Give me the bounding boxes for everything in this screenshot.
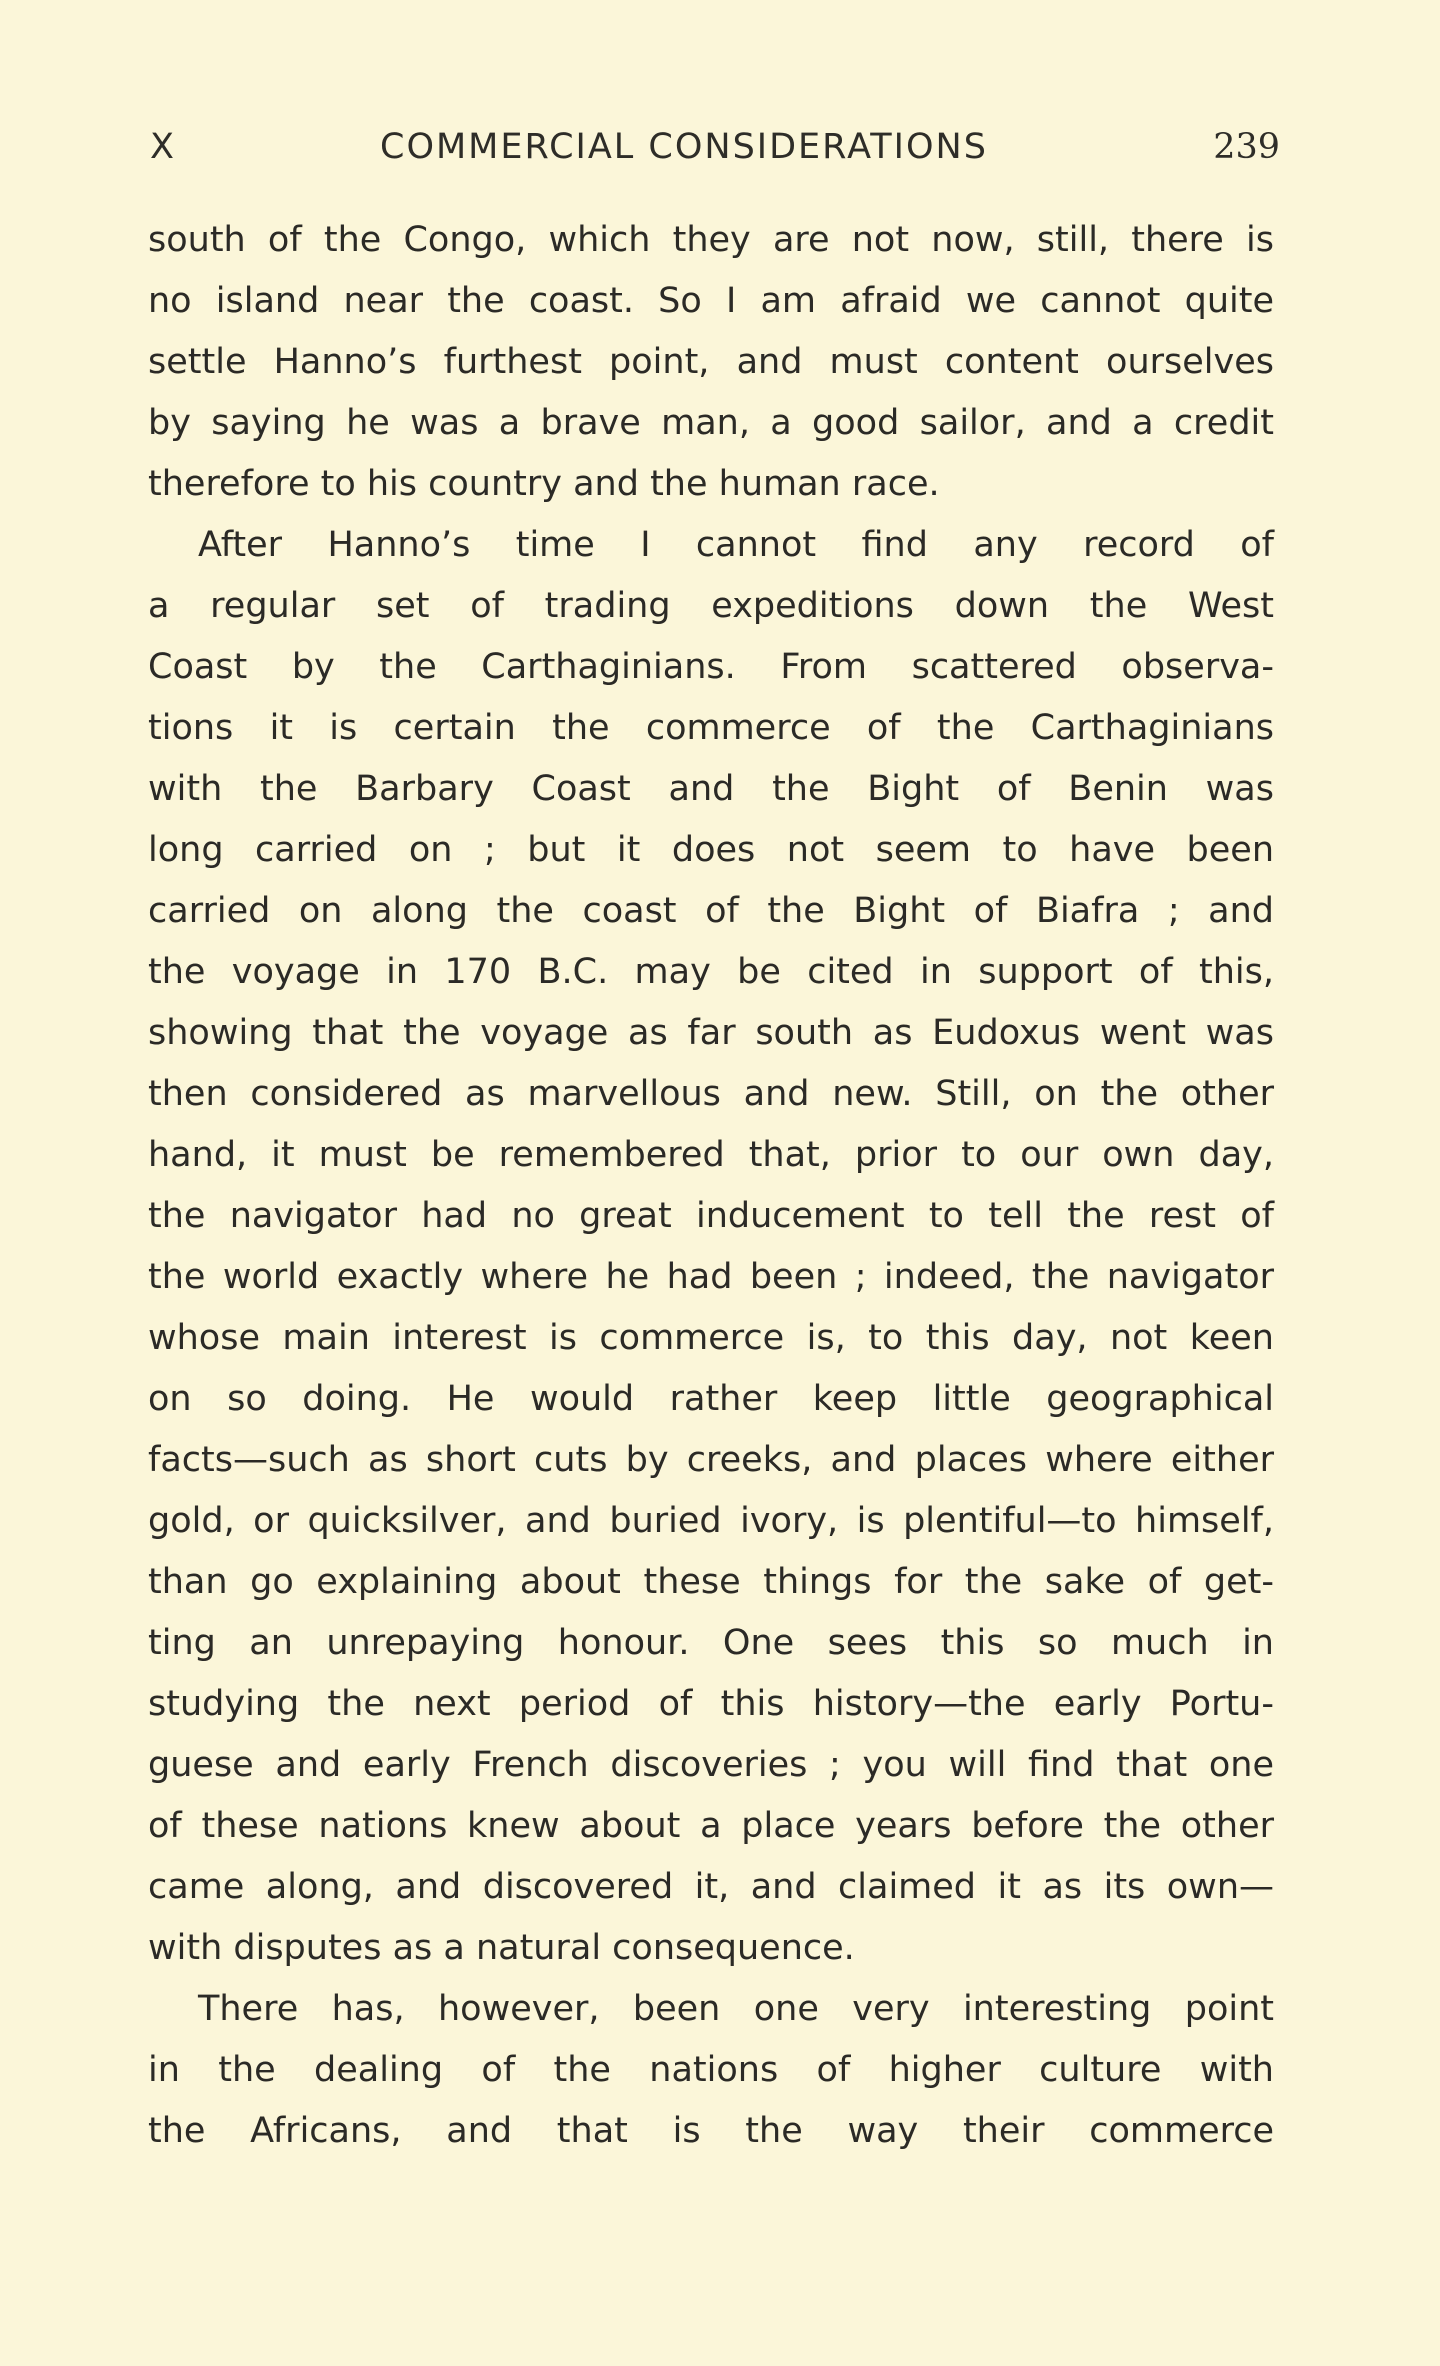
text-line: the world exactly where he had been ; indeed, the navigator	[148, 1257, 1274, 1297]
text-line: hand, it must be remembered that, prior to our own day,	[148, 1135, 1274, 1175]
text-line: Coast by the Carthaginians. From scattered observa-	[148, 647, 1274, 687]
text-line: the navigator had no great inducement to tell the rest of	[148, 1196, 1274, 1236]
text-line: long carried on ; but it does not seem to have been	[148, 830, 1274, 870]
text-line: whose main interest is commerce is, to this day, not keen	[148, 1318, 1274, 1358]
text-line: carried on along the coast of the Bight of Biafra ; and	[148, 891, 1274, 931]
text-line: ting an unrepaying honour. One sees this so much in	[148, 1623, 1274, 1663]
text-line: guese and early French discoveries ; you will find that one	[148, 1745, 1274, 1785]
text-line: facts—such as short cuts by creeks, and places where either	[148, 1440, 1274, 1480]
text-line: showing that the voyage as far south as Eudoxus went was	[148, 1013, 1274, 1053]
text-line: the Africans, and that is the way their commerce	[148, 2111, 1274, 2151]
page-number: 239	[1213, 127, 1280, 167]
text-line: with disputes as a natural consequence.	[148, 1928, 855, 1968]
text-line: settle Hanno’s furthest point, and must content ourselves	[148, 342, 1274, 382]
text-line: than go explaining about these things for the sake of get-	[148, 1562, 1274, 1602]
text-line: a regular set of trading expeditions down the West	[148, 586, 1274, 626]
text-line: therefore to his country and the human race.	[148, 464, 940, 504]
body-text	[148, 210, 1274, 2162]
text-line: no island near the coast. So I am afraid we cannot quite	[148, 281, 1274, 321]
chapter-number: X	[150, 127, 176, 167]
text-line: After Hanno’s time I cannot find any record of	[198, 525, 1274, 565]
chapter-title: COMMERCIAL CONSIDERATIONS	[380, 127, 988, 167]
text-line: with the Barbary Coast and the Bight of Benin was	[148, 769, 1274, 809]
text-line: the voyage in 170 B.C. may be cited in support of this,	[148, 952, 1274, 992]
text-line: south of the Congo, which they are not now, still, there is	[148, 220, 1274, 260]
running-head	[150, 122, 1280, 172]
text-line: There has, however, been one very interesting point	[198, 1989, 1274, 2029]
text-line: in the dealing of the nations of higher culture with	[148, 2050, 1274, 2090]
text-line: studying the next period of this history—the early Portu-	[148, 1684, 1274, 1724]
text-line: of these nations knew about a place years before the other	[148, 1806, 1274, 1846]
text-line: tions it is certain the commerce of the Carthaginians	[148, 708, 1274, 748]
text-line: gold, or quicksilver, and buried ivory, is plentiful—to himself,	[148, 1501, 1274, 1541]
text-line: came along, and discovered it, and claimed it as its own—	[148, 1867, 1274, 1907]
text-line: on so doing. He would rather keep little geographical	[148, 1379, 1274, 1419]
text-line: by saying he was a brave man, a good sailor, and a credit	[148, 403, 1274, 443]
text-line: then considered as marvellous and new. Still, on the other	[148, 1074, 1274, 1114]
